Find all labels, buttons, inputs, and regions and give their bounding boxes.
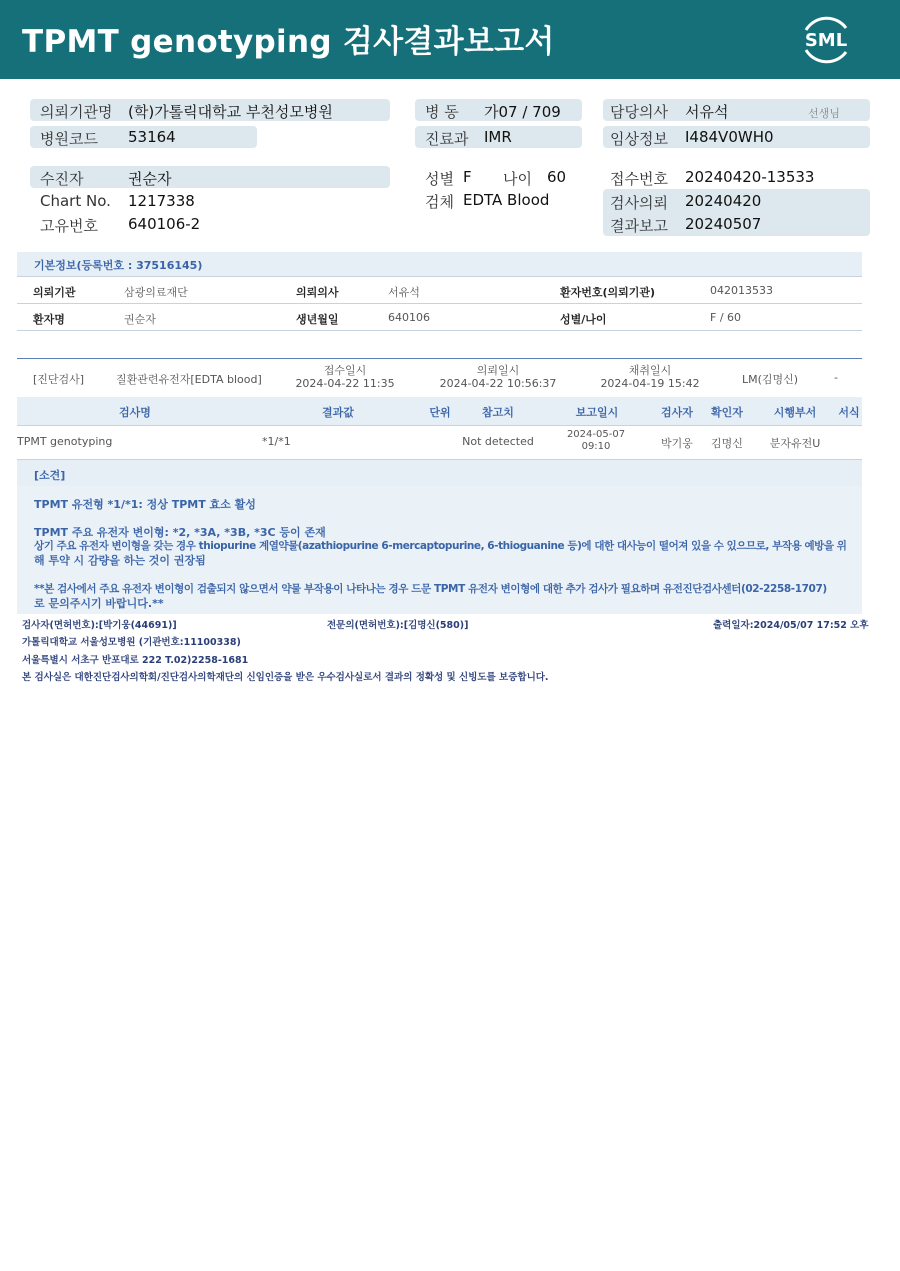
doctor-value: 서유석 [685, 103, 729, 121]
report-label: 결과보고 [610, 217, 668, 235]
col-unit: 단위 [429, 406, 451, 419]
divider [17, 303, 862, 304]
sml-logo [798, 12, 854, 66]
comment-line-5: **본 검사에서 주요 유전자 변이형이 검출되지 않으면서 약물 부작용이 나타나는 경우 드문 TPMT 유전자 변이형에 대한 추가 검사가 필요하며 유전진단검사센터(02-2258-1707) [34, 583, 827, 595]
clinical-value: I484V0WH0 [685, 128, 774, 146]
requested-value: 2024-04-22 10:56:37 [439, 377, 557, 390]
patient-pill [30, 166, 390, 188]
accession-label: 접수번호 [610, 170, 668, 188]
received-value: 2024-04-22 11:35 [295, 377, 395, 390]
footer-notice: 본 검사실은 대한진단검사의학회/진단검사의학재단의 신임인증을 받은 우수검사실로서 결과의 정확성 및 신빙도를 보증합니다. [22, 672, 549, 683]
page-title: TPMT genotyping 검사결과보고서 [22, 24, 555, 60]
diag-test-group: 질환관련유전자[EDTA blood] [116, 373, 262, 386]
col-confirmer: 확인자 [711, 406, 743, 419]
dept-label: 진료과 [425, 130, 469, 148]
divider [17, 276, 862, 277]
result-test-name: TPMT genotyping [17, 435, 113, 448]
basic-r1-label3: 환자번호(의뢰기관) [560, 286, 656, 299]
specimen-label: 검체 [425, 193, 454, 211]
patient-label: 수진자 [40, 170, 84, 188]
patient-value: 권순자 [128, 170, 172, 188]
logo-text: SML [804, 30, 848, 51]
id-value: 640106-2 [128, 215, 201, 233]
age-label: 나이 [503, 170, 532, 188]
hospital-code-label: 병원코드 [40, 130, 98, 148]
basic-r1-label2: 의뢰의사 [296, 286, 339, 299]
institution-label: 의뢰기관명 [40, 103, 113, 121]
comment-line-6: 로 문의주시기 바랍니다.** [34, 597, 164, 610]
basic-r2-value3: F / 60 [710, 311, 742, 324]
basic-r2-value2: 640106 [388, 311, 430, 324]
lab-name: LM(김명신) [742, 373, 799, 386]
footer-address: 서울특별시 서초구 반포대로 222 T.02)2258-1681 [22, 655, 249, 666]
footer-tester: 검사자(면허번호):[박기웅(44691)] [22, 620, 177, 631]
col-tester: 검사자 [661, 406, 693, 419]
chart-label: Chart No. [40, 192, 111, 210]
comment-line-4: 해 투약 시 감량을 하는 것이 권장됨 [34, 554, 206, 567]
basic-r2-value1: 권순자 [124, 313, 156, 326]
result-department: 분자유전U [769, 437, 821, 450]
accession-value: 20240420-13533 [685, 168, 815, 186]
col-form: 서식 [838, 406, 860, 419]
report-value: 20240507 [685, 215, 762, 233]
result-report-time: 09:10 [581, 441, 611, 452]
diag-category: [진단검사] [33, 373, 85, 386]
ward-value: 가07 / 709 [484, 103, 561, 121]
basic-r2-label3: 성별/나이 [560, 313, 607, 326]
dept-value: IMR [484, 128, 512, 146]
divider [17, 330, 862, 331]
divider [17, 425, 862, 426]
basic-r1-value3: 042013533 [710, 284, 773, 297]
col-reference: 참고치 [482, 406, 514, 419]
basic-r1-value1: 삼광의료재단 [124, 286, 188, 299]
comment-line-3: 상기 주요 유전자 변이형을 갖는 경우 thiopurine 계열약물(azathiopurine 6-mercaptopurine, 6-thioguanine 등)에 대한 대사능이 떨어져 있을 수 있으므로, 부작용 예방을 위 [34, 540, 847, 552]
col-report-date: 보고일시 [575, 406, 619, 419]
footer-printed: 출력일자:2024/05/07 17:52 오후 [713, 620, 869, 631]
basic-r2-label2: 생년월일 [296, 313, 339, 326]
result-report-date: 2024-05-07 [566, 429, 626, 440]
institution-value: (학)가톨릭대학교 부천성모병원 [128, 103, 333, 121]
received-label: 접수일시 [323, 364, 367, 377]
comment-title: [소견] [34, 469, 66, 482]
basic-r1-label1: 의뢰기관 [33, 286, 76, 299]
hospital-code-value: 53164 [128, 128, 176, 146]
comment-line-1: TPMT 유전형 *1/*1: 정상 TPMT 효소 활성 [34, 498, 256, 511]
chart-value: 1217338 [128, 192, 195, 210]
basic-r2-label1: 환자명 [33, 313, 65, 326]
doctor-suffix: 선생님 [808, 107, 840, 120]
col-department: 시행부서 [773, 406, 817, 419]
basic-r1-value2: 서유석 [388, 286, 420, 299]
sex-label: 성별 [425, 170, 454, 188]
request-label: 검사의뢰 [610, 194, 668, 212]
collected-value: 2024-04-19 15:42 [600, 377, 700, 390]
id-label: 고유번호 [40, 217, 98, 235]
comment-line-2: TPMT 주요 유전자 변이형: *2, *3A, *3B, *3C 등이 존재 [34, 526, 326, 539]
doctor-label: 담당의사 [610, 103, 668, 121]
clinical-label: 임상정보 [610, 130, 668, 148]
result-confirmer: 김명신 [711, 437, 743, 450]
request-value: 20240420 [685, 192, 762, 210]
collected-label: 채취일시 [628, 364, 672, 377]
result-value: *1/*1 [262, 435, 291, 448]
col-result: 결과값 [322, 406, 354, 419]
age-value: 60 [547, 168, 567, 186]
ward-label: 병 동 [425, 103, 459, 121]
sex-value: F [463, 168, 472, 186]
comment-header-bg [17, 460, 862, 486]
requested-label: 의뢰일시 [476, 364, 520, 377]
col-test-name: 검사명 [119, 406, 151, 419]
diag-mark: - [834, 371, 838, 384]
basic-info-title: 기본정보(등록번호 : 37516145) [34, 259, 203, 272]
divider [17, 358, 862, 359]
result-reference: Not detected [462, 435, 534, 448]
result-tester: 박기웅 [661, 437, 693, 450]
footer-hospital: 가톨릭대학교 서울성모병원 (기관번호:11100338) [22, 637, 241, 648]
specimen-value: EDTA Blood [463, 191, 550, 209]
footer-specialist: 전문의(면허번호):[김명신(580)] [327, 620, 469, 631]
